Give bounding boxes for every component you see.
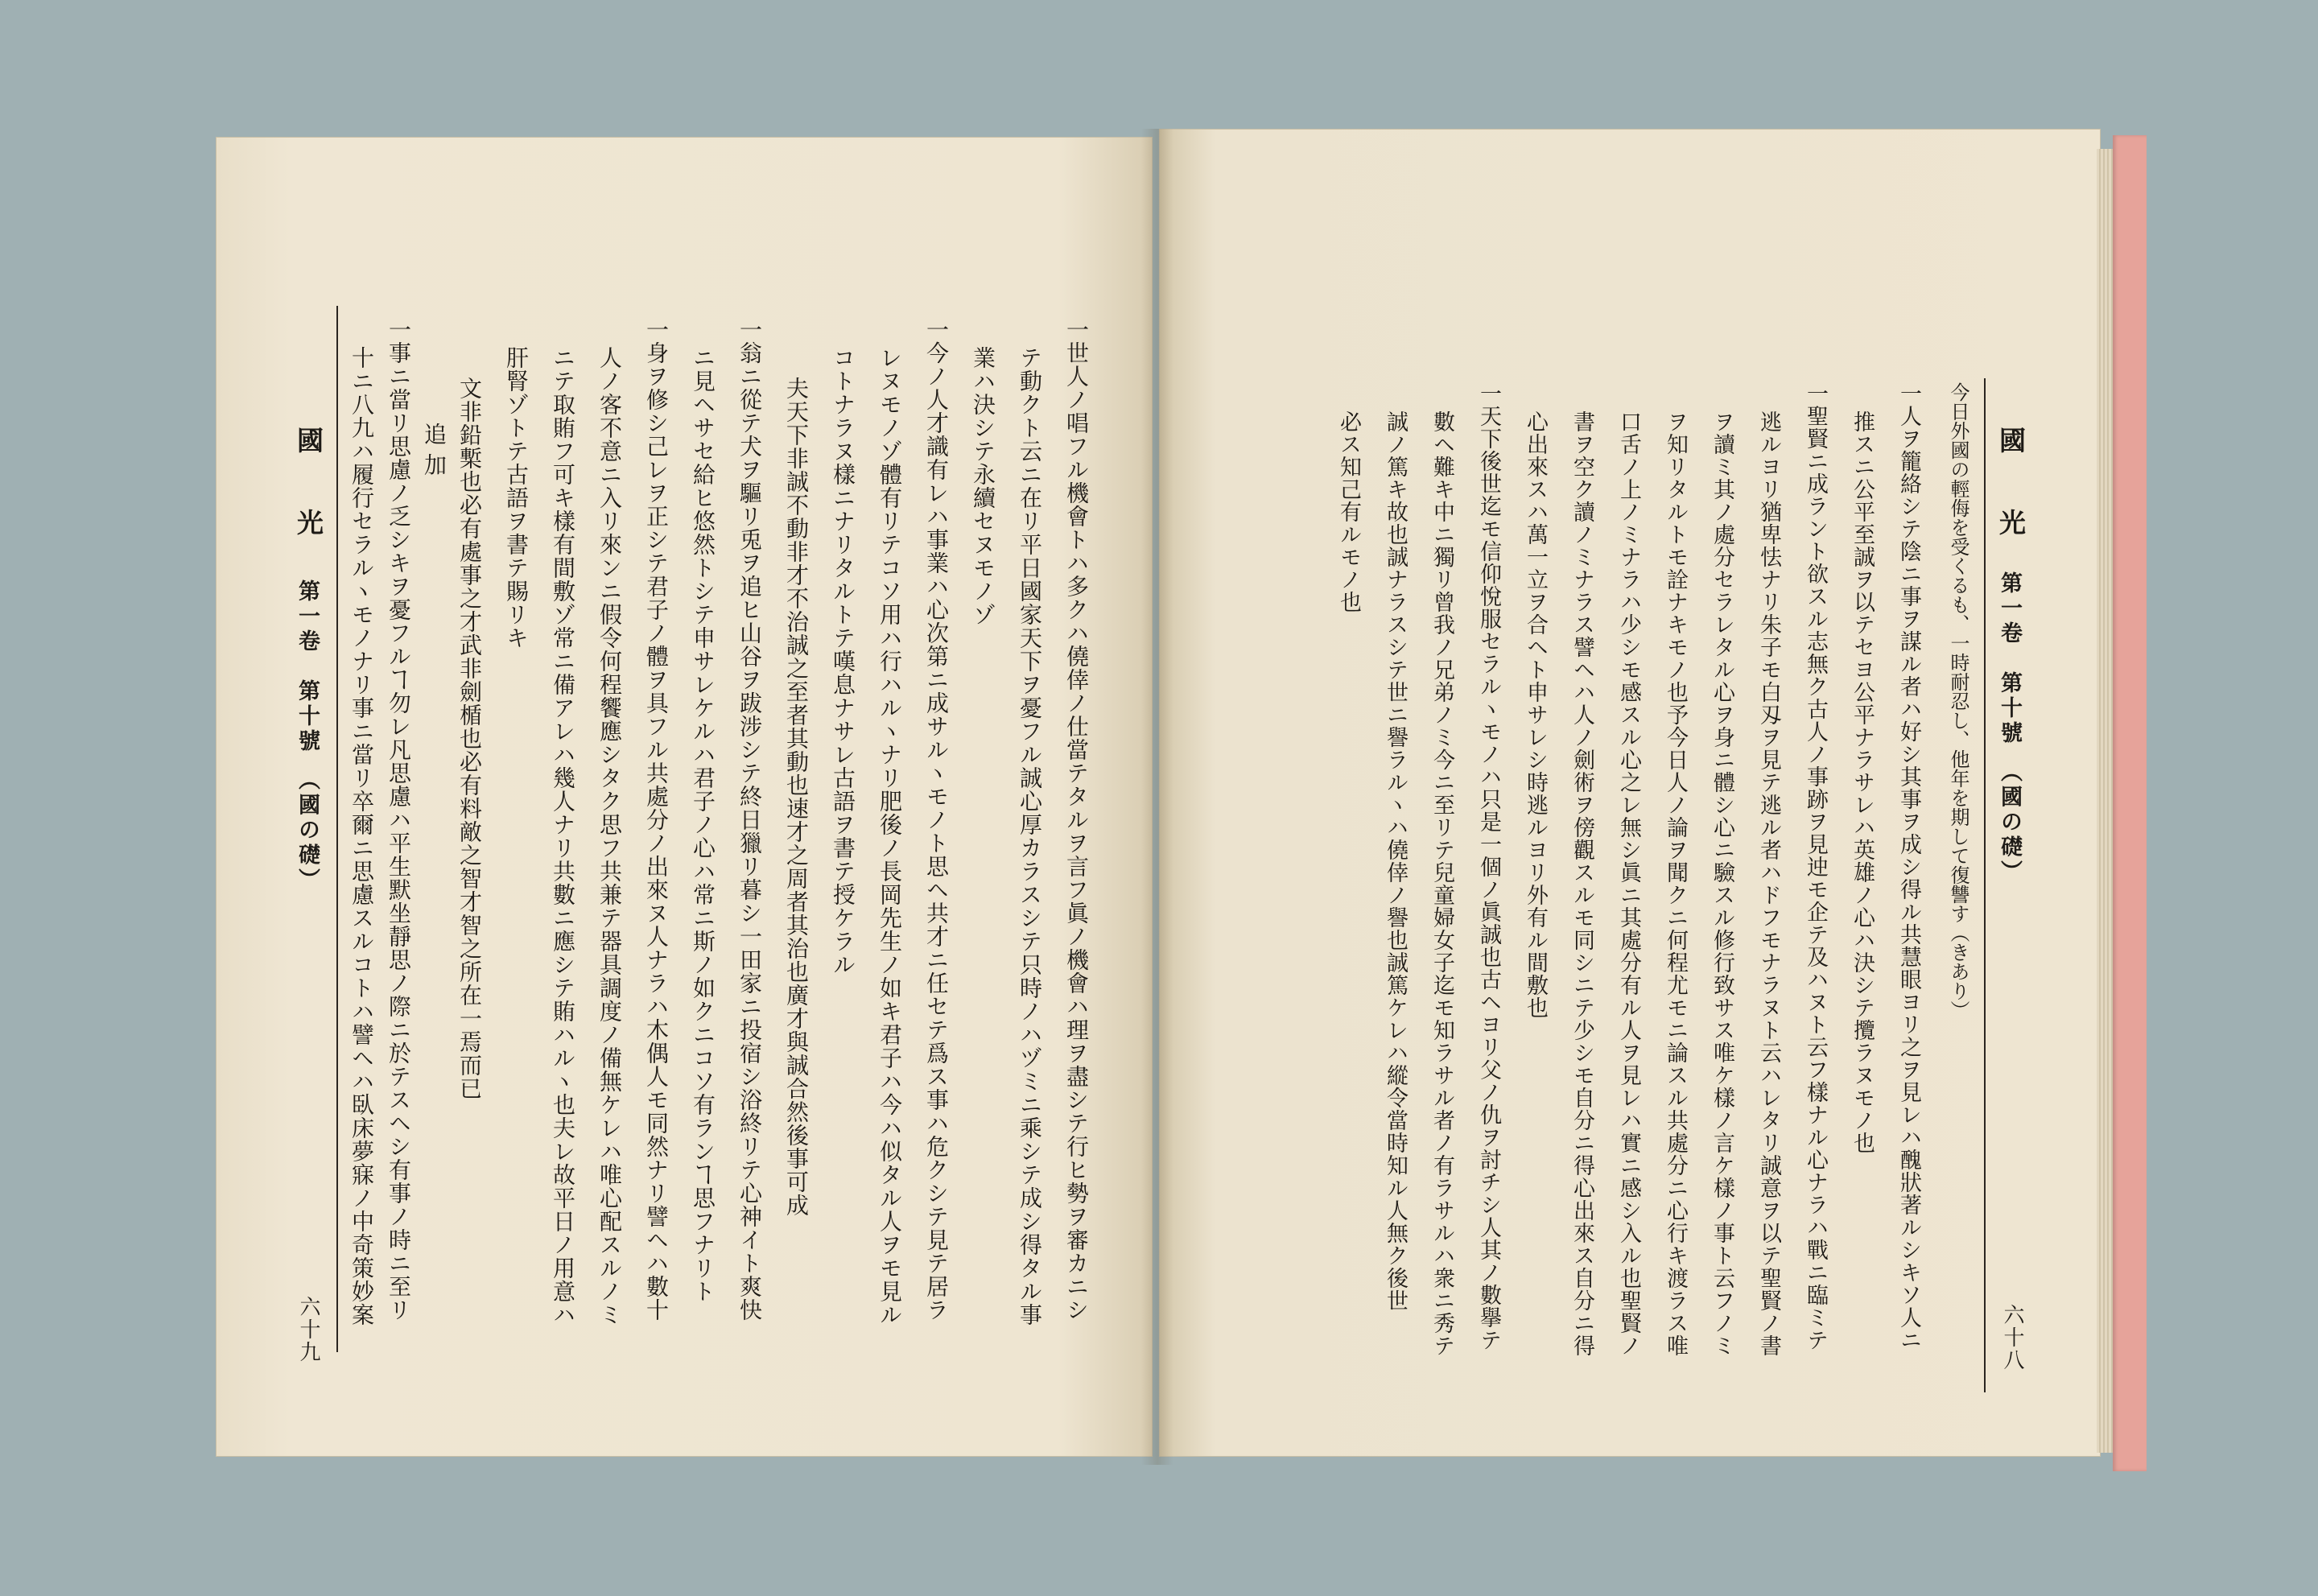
right-running-head-magazine: 國 光 xyxy=(1995,427,2027,550)
right-page-number: 六十八 xyxy=(2000,1304,2024,1371)
left-text-column: 一翁ニ從テ犬ヲ驅リ兎ヲ追ヒ山谷ヲ跋涉シテ終日獵リ暮シ一田家ニ投宿シ浴終リテ心神イト爽快 xyxy=(736,318,763,1322)
left-section-heading: 追加 xyxy=(421,423,448,484)
right-text-column: 推スニ公平至誠ヲ以テセヨ公平ナラサレハ英雄ノ心ハ決シテ攬ラヌモノ也 xyxy=(1850,410,1875,1154)
left-text-column: 一事ニ當リ思慮ノ乏シキヲ憂フルヿ勿レ凡思慮ハ平生默坐靜思ノ際ニ於テスヘシ有事ノ時ニ至リ xyxy=(386,318,412,1322)
left-text-column: 肝腎ゾトテ古語ヲ書テ賜リキ xyxy=(503,346,530,650)
right-text-column: ヲ知リタルトモ詮ナキモノ也予今日人ノ論ヲ聞クニ何程尤モニ論スル共處分ニ心行キ渡ラス唯 xyxy=(1663,410,1688,1357)
left-running-head-magazine: 國 光 xyxy=(293,427,324,550)
book-gutter xyxy=(1141,129,1173,1465)
left-text-column: レヌモノゾ體有リテコソ用ハ行ハルヽナリ肥後ノ長岡先生ノ如キ君子ハ今ハ似タル人ヲモ見ル xyxy=(876,346,903,1326)
left-quote-column: 夫天下非誠不動非才不治誠之至者其動也速才之周者其治也廣才與誠合然後事可成 xyxy=(783,377,810,1217)
right-text-column: 逃ルヨリ猶卑怯ナリ朱子モ白刄ヲ見テ逃ル者ハドフモナラヌト云ハレタリ誠意ヲ以テ聖賢ノ書 xyxy=(1756,410,1781,1357)
left-text-column: 一今ノ人才識有レハ事業ハ心次第ニ成サルヽモノト思ヘ共才ニ任セテ爲ス事ハ危クシテ見テ居ラ xyxy=(923,318,950,1322)
left-page-number: 六十九 xyxy=(296,1296,320,1363)
left-text-column: ニテ取賄フ可キ樣有間敷ゾ常ニ備アレハ幾人ナリ共數ニ應シテ賄ハルヽ也夫レ故平日ノ用意ハ xyxy=(550,346,576,1326)
left-text-column: 業ハ決シテ永續セヌモノゾ xyxy=(970,346,996,626)
left-text-column: 一世人ノ唱フル機會トハ多クハ僥倖ノ仕當テタルヲ言フ眞ノ機會ハ理ヲ盡シテ行ヒ勢ヲ審カニシ xyxy=(1063,318,1090,1322)
left-header-rule xyxy=(336,306,338,1352)
right-text-column: 書ヲ空ク讀ノミナラス譬ヘハ人ノ劍術ヲ傍觀スルモ同シニテ少シモ自分ニ得心出來ス自分ニ得 xyxy=(1569,410,1594,1357)
right-text-column: 一聖賢ニ成ラント欲スル志無ク古人ノ事跡ヲ見迚モ企テ及ハヌト云フ樣ナル心ナラハ戰ニ臨ミテ xyxy=(1803,382,1828,1351)
right-text-column: 必ス知己有ルモノ也 xyxy=(1336,410,1361,613)
right-header-rule xyxy=(1984,378,1986,1392)
left-quote-column: 文非鉛槧也必有處事之才武非劍楯也必有料敵之智才智之所在一焉而已 xyxy=(456,377,483,1100)
left-text-column: コトナラヌ樣ニナリタルトテ嘆息ナサレ古語ヲ書テ授ケラル xyxy=(830,346,856,976)
right-text-column: ヲ讀ミ其ノ處分セラレタル心ヲ身ニ體シ心ニ驗スル修行致サス唯ケ樣ノ言ケ樣ノ事ト云フノミ xyxy=(1710,410,1734,1357)
right-text-column: 一人ヲ籠絡シテ陰ニ事ヲ謀ル者ハ好シ其事ヲ成シ得ル共慧眼ヨリ之ヲ見レハ醜狀著ルシキソ人ニ xyxy=(1896,382,1921,1351)
book-cover-edge xyxy=(2113,135,2147,1471)
right-notice-line: 今日外國の輕侮を受くるも、一時耐忍し、他年を期して復讐す（きあり） xyxy=(1947,382,1969,1020)
right-text-column: 一天下後世迄モ信仰悅服セラルヽモノハ只是一個ノ眞誠也古ヘヨリ父ノ仇ヲ討チシ人其ノ數擧テ xyxy=(1476,382,1501,1351)
right-text-column: 口舌ノ上ノミナラハ少シモ感スル心之レ無シ眞ニ其處分有ル人ヲ見レハ實ニ感シ入ル也聖賢ノ xyxy=(1616,410,1641,1357)
right-text-column: 數ヘ難キ中ニ獨リ曾我ノ兄弟ノミ今ニ至リテ兒童婦女子迄モ知ラサル者ノ有ラサルハ衆ニ秀テ xyxy=(1429,410,1454,1357)
left-text-column: テ動クト云ニ在リ平日國家天下ヲ憂フル誠心厚カラスシテ只時ノハヅミニ乘シテ成シ得タル事 xyxy=(1017,346,1043,1326)
left-text-column: ニ見ヘサセ給ヒ悠然トシテ申サレケルハ君子ノ心ハ常ニ斯ノ如クニコソ有ランヿ思フナリト xyxy=(690,346,716,1303)
right-running-head-volume: 第一卷 第十號 （國の礎） xyxy=(1997,571,2022,885)
right-text-column: 心出來スハ萬一立ヲ合ヘト申サレシ時逃ルヨリ外有ル間敷也 xyxy=(1523,410,1548,1019)
left-text-column: 十ニ八九ハ履行セラルヽモノナリ事ニ當リ卒爾ニ思慮スルコトハ譬ヘハ臥床夢寐ノ中奇策妙案 xyxy=(349,346,375,1326)
left-text-column: 人ノ客不意ニ入リ來ンニ假令何程饗應シタク思フ共兼テ器具調度ノ備無ケレハ唯心配スルノミ xyxy=(596,346,623,1326)
left-running-head-volume: 第一卷 第十號 （國の礎） xyxy=(295,579,320,893)
right-text-column: 誠ノ篤キ故也誠ナラスシテ世ニ譽ラルヽハ僥倖ノ譽也誠篤ケレハ縱令當時知ル人無ク後世 xyxy=(1383,410,1408,1312)
left-text-column: 一身ヲ修シ己レヲ正シテ君子ノ體ヲ具フル共處分ノ出來ヌ人ナラハ木偶人モ同然ナリ譬ヘハ數十 xyxy=(643,318,670,1322)
